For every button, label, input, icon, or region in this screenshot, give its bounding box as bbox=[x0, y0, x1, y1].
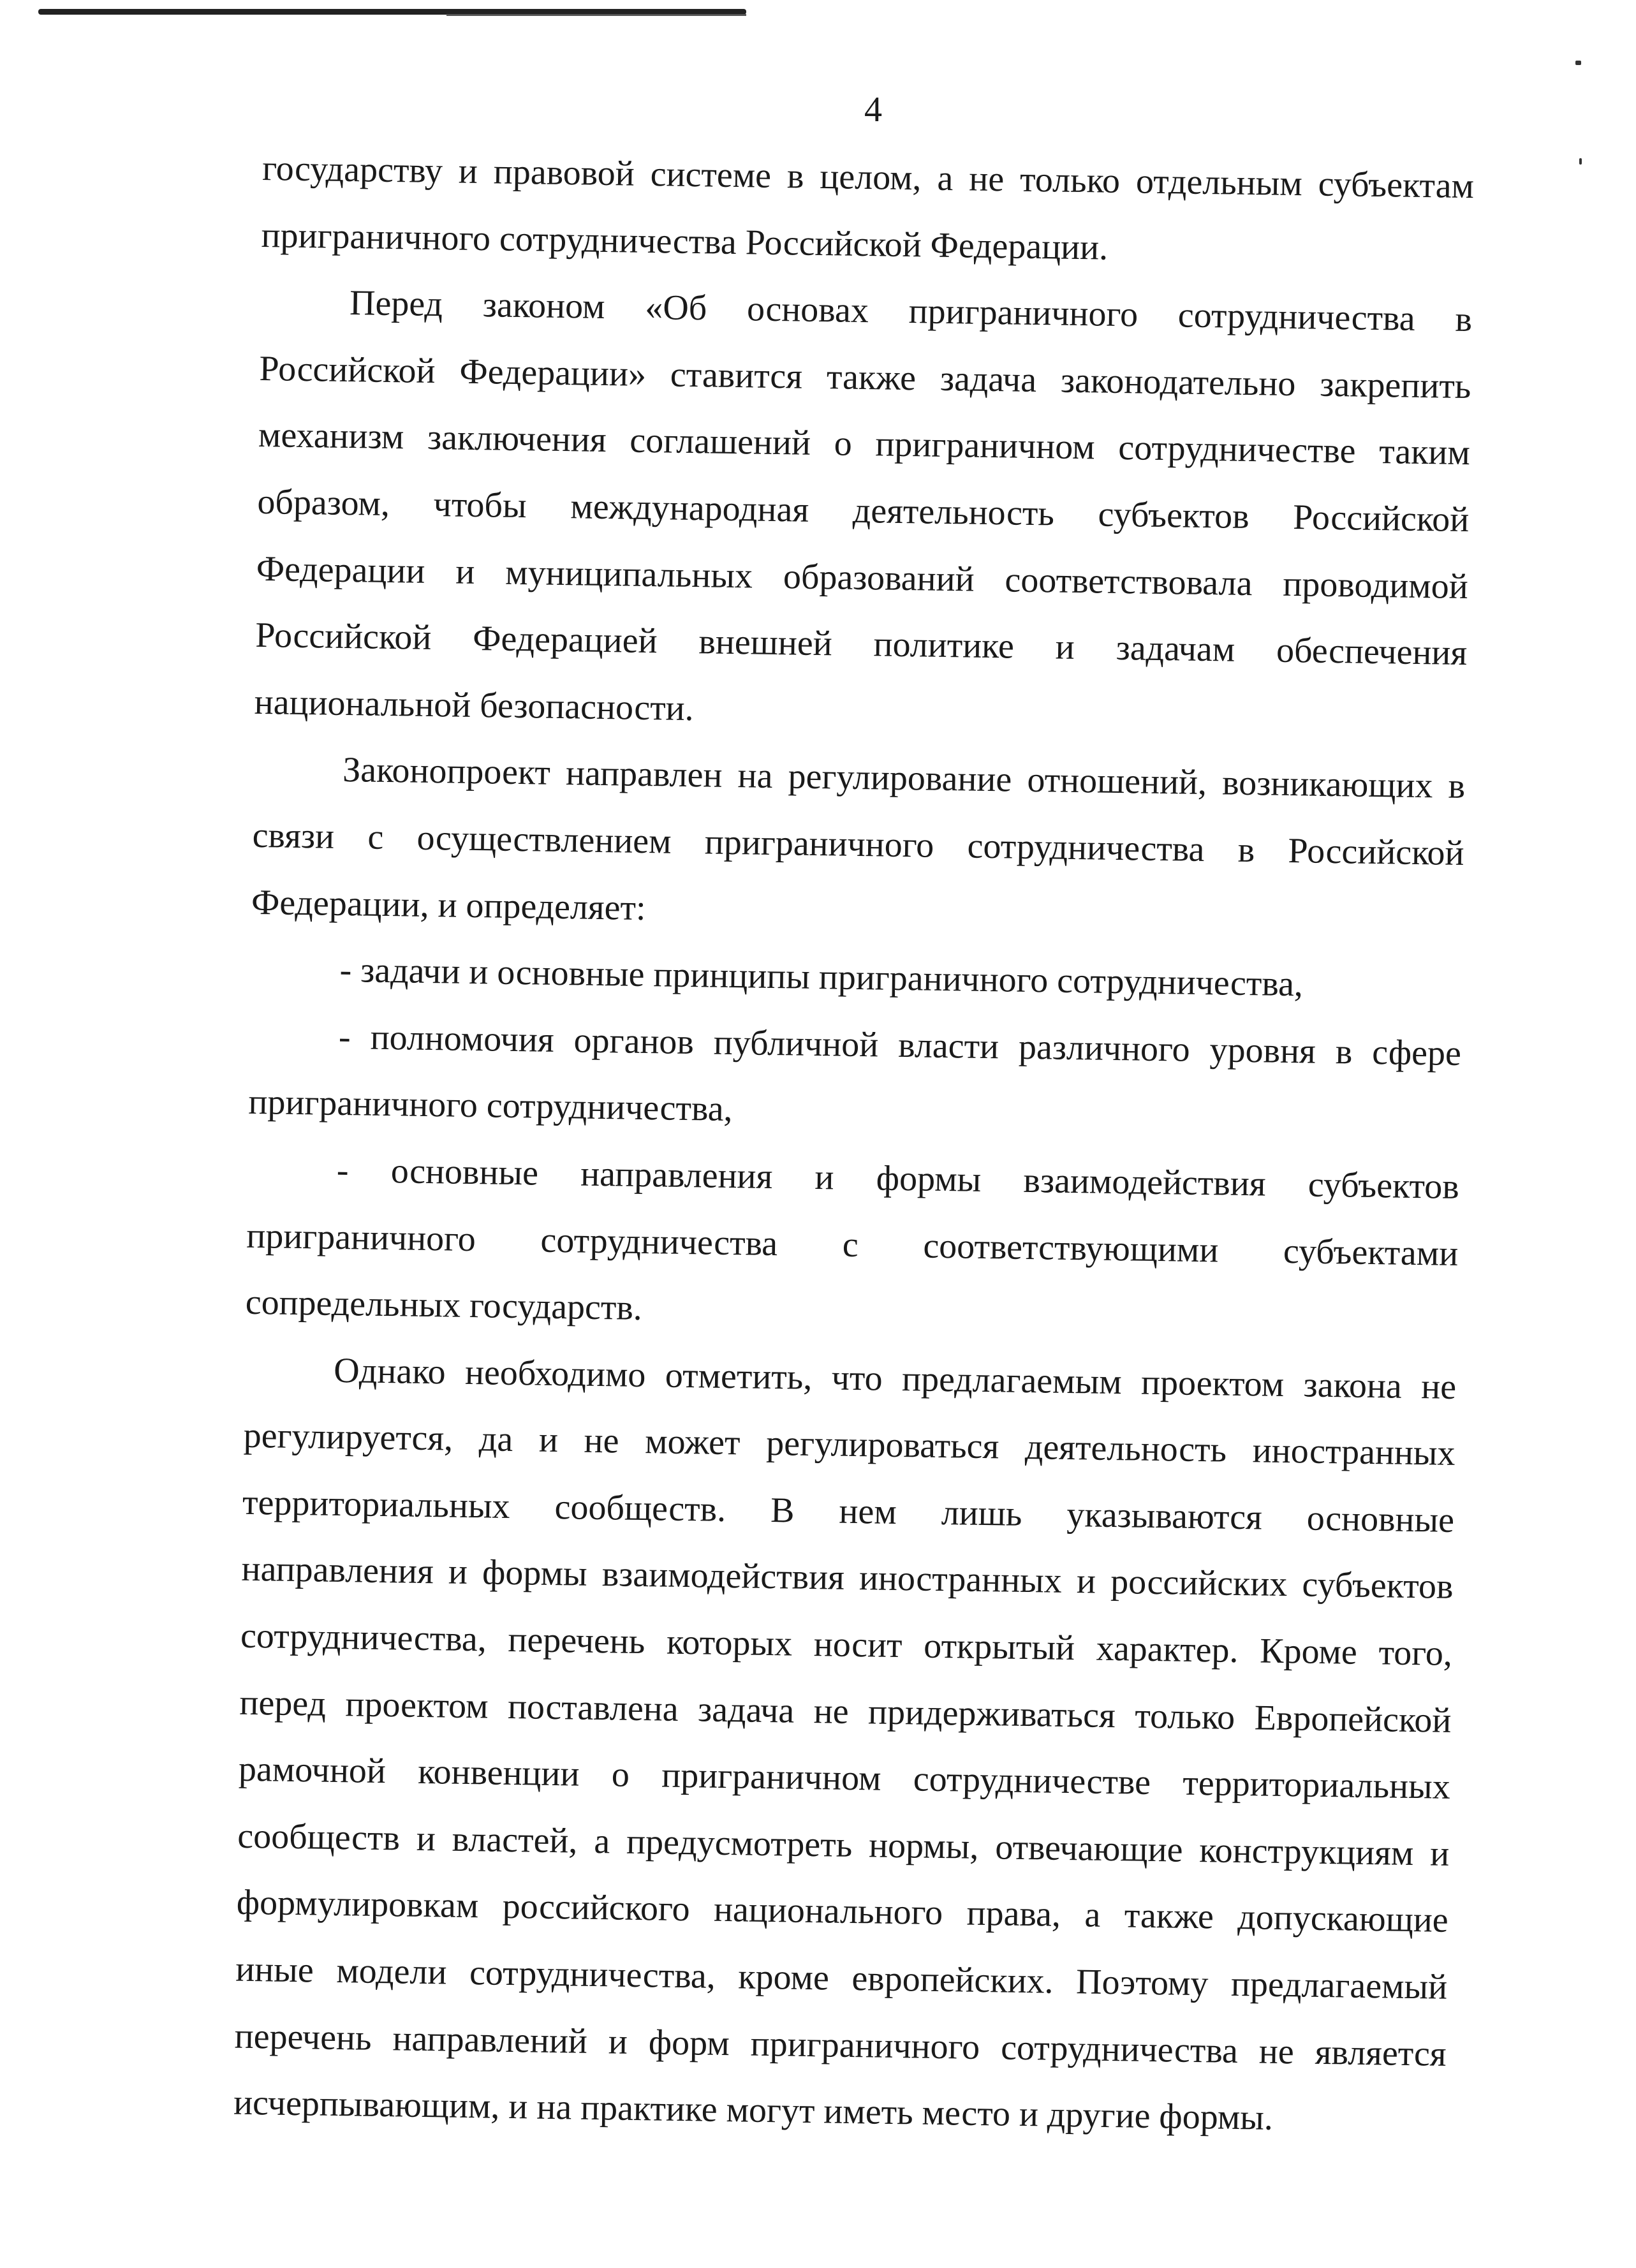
paragraph bbox=[248, 1003, 1462, 1154]
text-line: направления и формы взаимодействия иностранных и российских субъектов bbox=[241, 1549, 1454, 1607]
text-line: государству и правовой системе в целом, а не только отдельным субъектам bbox=[262, 148, 1475, 207]
paragraph bbox=[233, 1336, 1456, 2154]
text-line: сотрудничества, перечень которых носит открытый характер. Кроме того, bbox=[240, 1616, 1453, 1674]
text-line: перед проектом поставлена задача не придерживаться только Европейской bbox=[239, 1683, 1452, 1741]
paragraph bbox=[251, 735, 1465, 954]
text-line: Перед законом «Об основах приграничного сотрудничества в bbox=[349, 283, 1473, 340]
text-line: Федерации, и определяет: bbox=[251, 882, 647, 928]
text-line: исчерпывающим, и на практике могут иметь место и другие формы. bbox=[233, 2082, 1274, 2139]
text-line: Российской Федерации» ставится также задача законодательно закрепить bbox=[259, 348, 1471, 406]
scan-speck bbox=[1575, 61, 1581, 65]
text-line: связи с осуществлением приграничного сотрудничества в Российской bbox=[252, 815, 1464, 873]
text-line: Однако необходимо отметить, что предлагаемым проектом закона не bbox=[333, 1350, 1457, 1407]
text-line: Российской Федерацией внешней политике и задачам обеспечения bbox=[254, 615, 1468, 674]
text-line: территориальных сообществ. В нем лишь указываются основные bbox=[242, 1482, 1455, 1540]
text-line: сообществ и властей, а предусмотреть нормы, отвечающие конструкциям и bbox=[237, 1816, 1450, 1874]
text-line: механизм заключения соглашений о приграничном сотрудничестве таким bbox=[258, 415, 1471, 473]
page-number: 4 bbox=[864, 90, 882, 129]
paragraph bbox=[261, 135, 1475, 286]
text-line: приграничного сотрудничества с соответствующими субъектами bbox=[246, 1216, 1459, 1274]
scan-edge-mark bbox=[446, 14, 746, 16]
text-line: - основные направления и формы взаимодействия субъектов bbox=[336, 1150, 1460, 1207]
paragraph bbox=[254, 269, 1473, 753]
text-line: приграничного сотрудничества, bbox=[248, 1082, 733, 1130]
text-line: - полномочия органов публичной власти различного уровня в сфере bbox=[338, 1017, 1462, 1073]
text-line: рамочной конвенции о приграничном сотрудничестве территориальных bbox=[238, 1749, 1451, 1808]
text-line: перечень направлений и форм приграничного сотрудничества не является bbox=[234, 2016, 1447, 2074]
text-line: образом, чтобы международная деятельность субъектов Российской bbox=[257, 482, 1470, 540]
paragraph bbox=[245, 1136, 1459, 1354]
text-line: регулируется, да и не может регулироваться деятельность иностранных bbox=[243, 1416, 1455, 1474]
scan-speck bbox=[1579, 158, 1582, 165]
text-line: приграничного сотрудничества Российской Федерации. bbox=[261, 215, 1109, 268]
text-line: - задачи и основные принципы приграничного сотрудничества, bbox=[339, 950, 1304, 1005]
text-line: национальной безопасности. bbox=[254, 682, 695, 728]
text-line: Федерации и муниципальных образований соответствовала проводимой bbox=[256, 549, 1469, 607]
text-line: сопредельных государств. bbox=[245, 1282, 643, 1329]
text-line: Законопроект направлен на регулирование отношений, возникающих в bbox=[342, 750, 1466, 807]
document-body bbox=[233, 135, 1474, 2154]
text-line: формулировкам российского национального права, а также допускающие bbox=[236, 1883, 1449, 1941]
text-line: иные модели сотрудничества, кроме европейских. Поэтому предлагаемый bbox=[235, 1949, 1448, 2007]
